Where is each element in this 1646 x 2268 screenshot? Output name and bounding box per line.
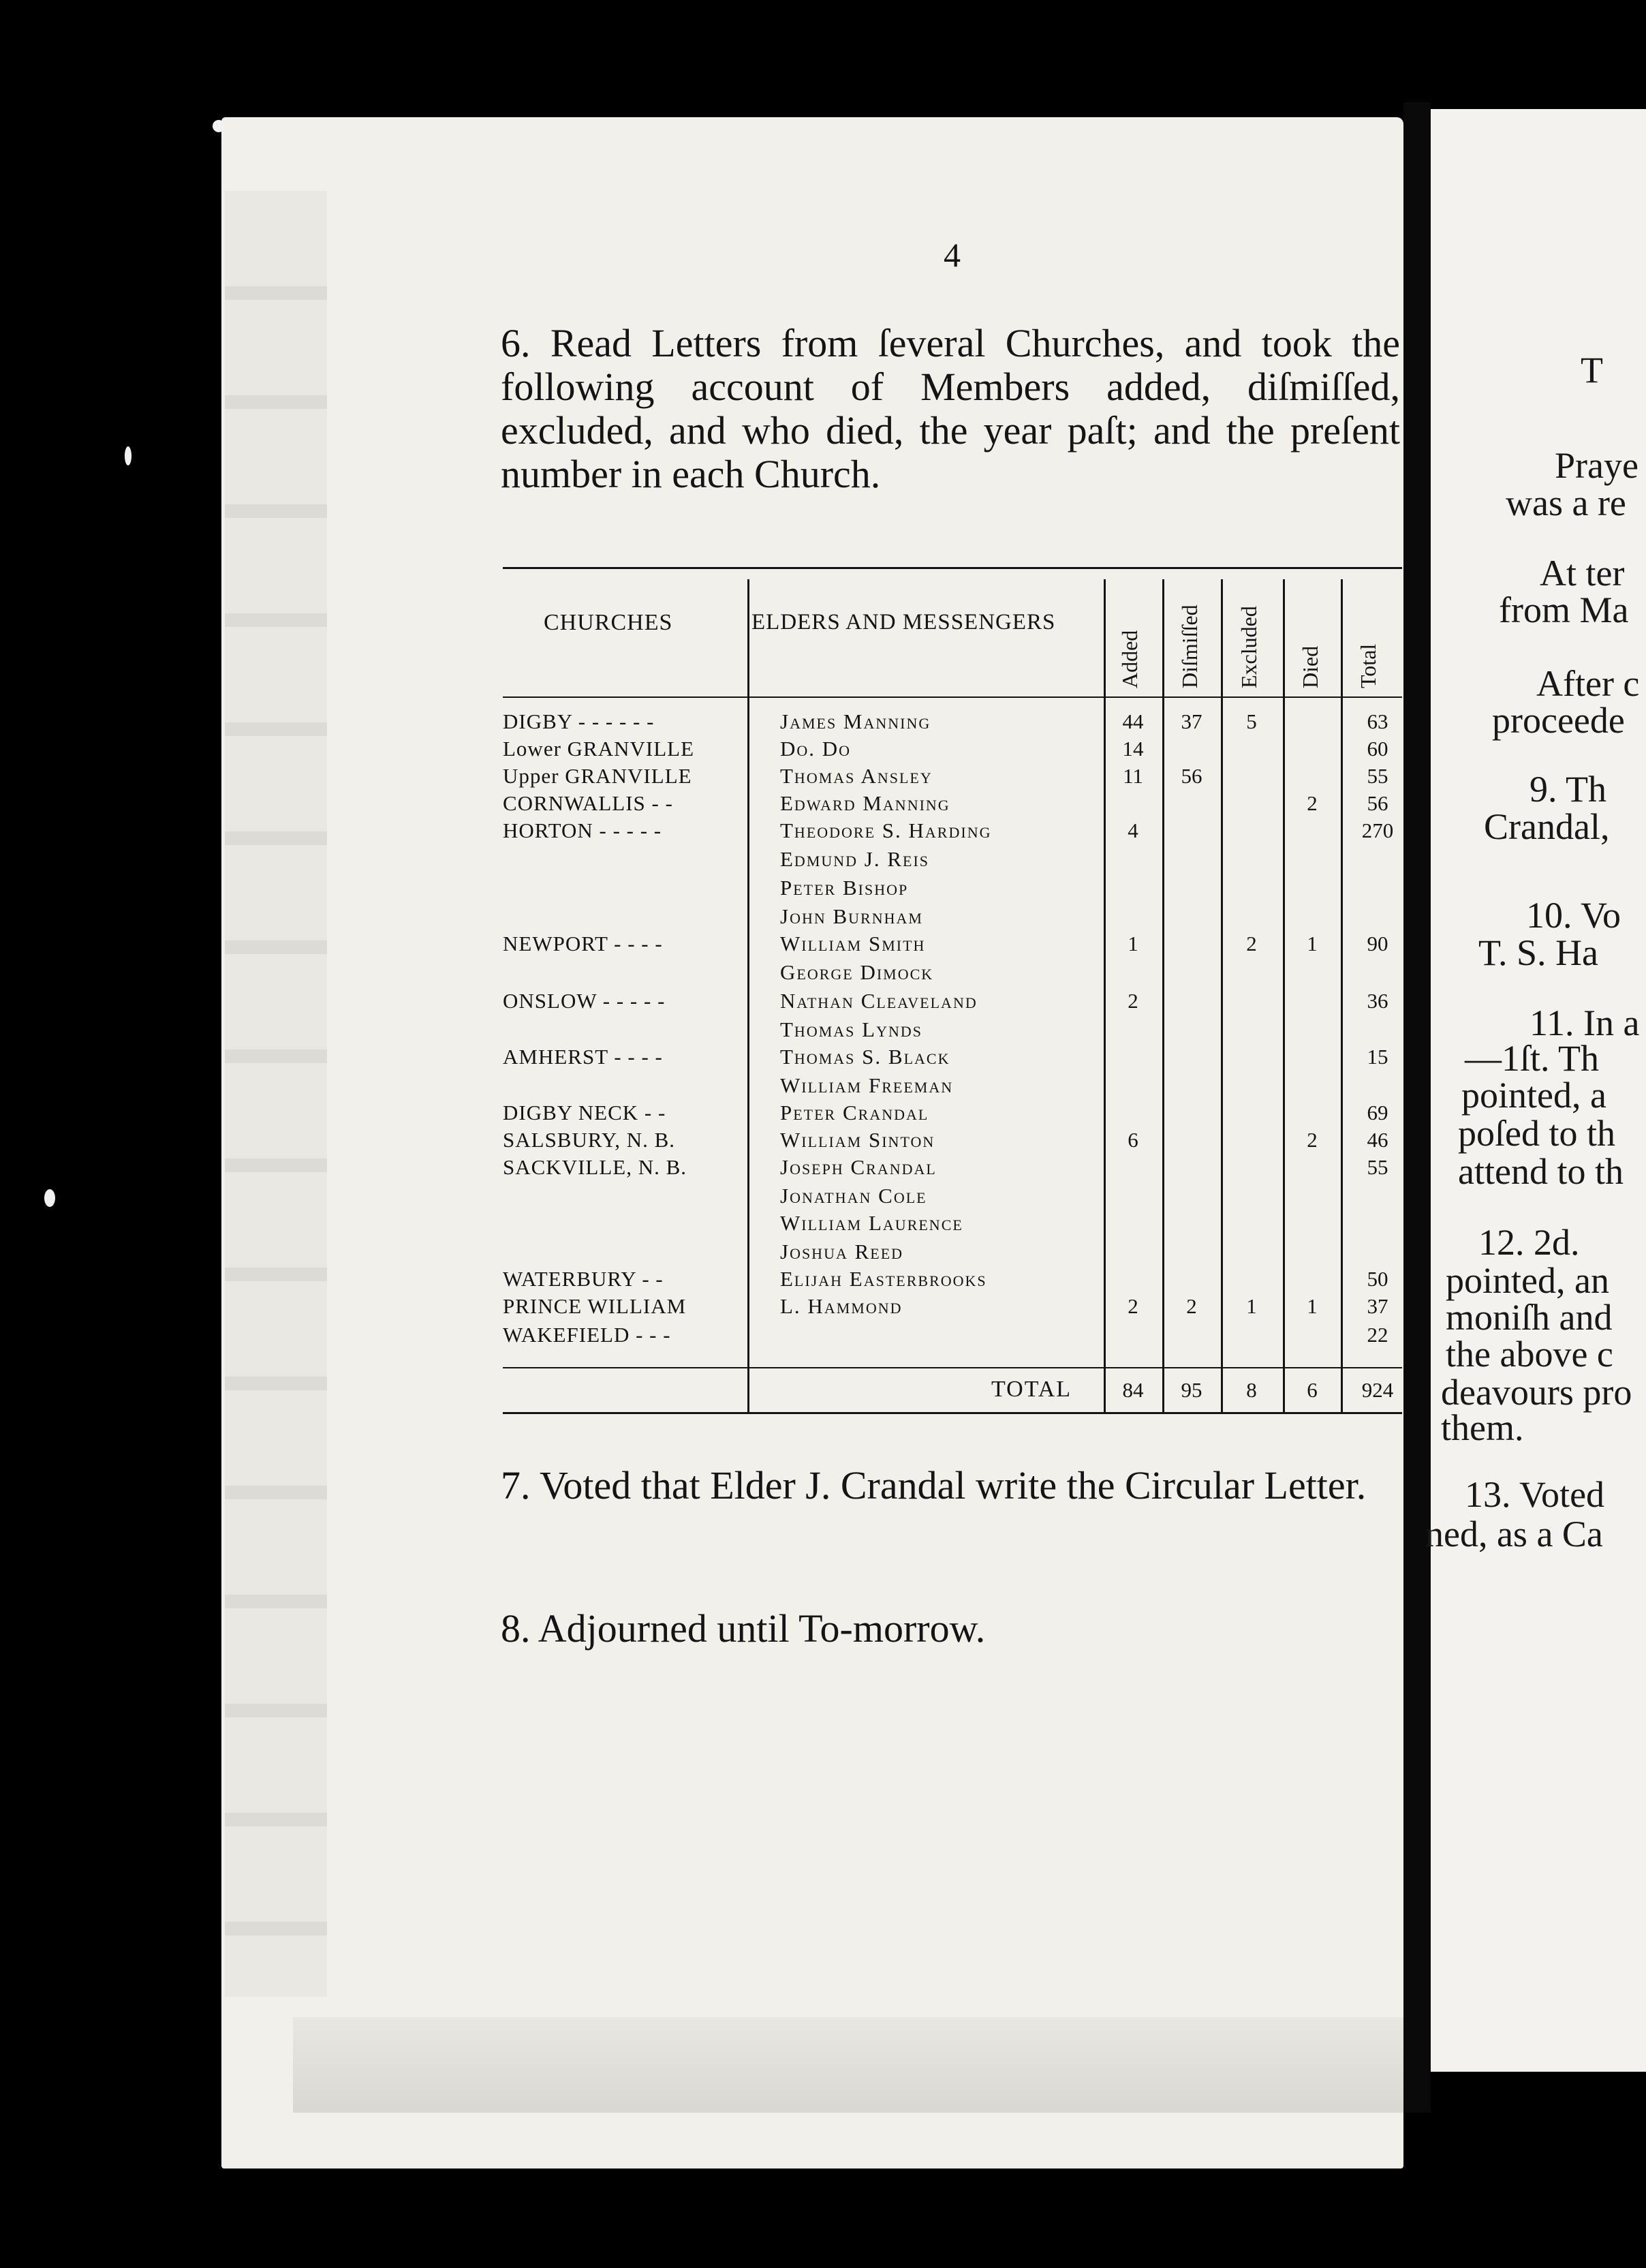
count-total: 15 [1367,1045,1388,1069]
elder-name: Elijah Easterbrooks [780,1267,987,1291]
church-name: CORNWALLIS - - [503,791,673,815]
total-total: 924 [1361,1378,1394,1402]
elder-name: Edward Manning [780,791,950,815]
facing-page-line: poſed to th [1458,1113,1615,1154]
facing-page-line: T [1581,350,1603,390]
column-divider [1341,579,1343,1412]
facing-page-line: 12. 2d. [1478,1222,1580,1263]
count-total: 69 [1367,1101,1388,1124]
count-total: 90 [1367,932,1388,955]
church-name: Upper GRANVILLE [503,764,692,788]
facing-page-line: from Ma [1499,589,1629,630]
count-dismissed: 37 [1181,709,1202,733]
facing-page-line: After c [1536,663,1640,704]
count-total: 270 [1361,818,1394,842]
count-added: 11 [1123,764,1143,788]
elder-name: George Dimock [780,960,934,984]
column-divider [1283,579,1285,1412]
count-died: 1 [1307,932,1318,955]
facing-page-line: 10. Vo [1526,895,1621,936]
facing-page-line: them. [1441,1407,1524,1448]
column-divider [1221,579,1223,1412]
church-name: HORTON - - - - - [503,818,662,842]
paragraph-6: 6. Read Letters from ſeveral Churches, and took the following account of Members added, diſmiſſed, excluded, and who died, the year paſt; and the preſent number in each Church. [501,321,1400,496]
facing-page-line: Praye [1555,445,1639,486]
paragraph-8: 8. Adjourned until To-morrow. [501,1606,986,1651]
church-name: WAKEFIELD - - - [503,1323,671,1347]
elder-name: L. Hammond [780,1294,903,1318]
facing-page-line: 13. Voted [1465,1474,1605,1515]
elder-name: William Freeman [780,1073,954,1097]
church-name: SALSBURY, N. B. [503,1128,676,1152]
elder-name: Do. Do [780,737,852,761]
header-excluded: Excluded [1237,606,1261,688]
paragraph-7: 7. Voted that Elder J. Crandal write the Circular Letter. [501,1463,1367,1507]
count-added: 1 [1128,932,1138,955]
church-name: AMHERST - - - - [503,1045,663,1069]
count-total: 55 [1367,764,1388,788]
page-edge [225,191,327,1997]
facing-page-line: proceede [1492,700,1625,741]
count-total: 63 [1367,709,1388,733]
elder-name: James Manning [780,709,931,733]
count-total: 36 [1367,989,1388,1013]
facing-page-line: pointed, a [1461,1075,1606,1116]
elder-name: William Laurence [780,1211,963,1235]
facing-page-line: moniſh and [1446,1297,1613,1338]
count-died: 1 [1307,1294,1318,1318]
count-total: 60 [1367,737,1388,761]
table-bottom-rule [503,1412,1402,1414]
film-speck [44,1189,55,1207]
total-dismissed: 95 [1181,1378,1202,1402]
elder-name: Thomas S. Black [780,1045,950,1069]
facing-page-line: ned, as a Ca [1425,1514,1603,1554]
table-total-rule [503,1367,1402,1368]
header-dismissed: Diſmiſſed [1177,604,1202,688]
elder-name: Joseph Crandal [780,1155,937,1179]
church-name: DIGBY NECK - - [503,1101,666,1124]
column-divider [1104,579,1106,1412]
book-gutter [1403,102,1431,2113]
film-speck [125,446,131,465]
facing-page-line: At ter [1540,553,1625,594]
elder-name: William Sinton [780,1128,935,1152]
count-total: 46 [1367,1128,1388,1152]
church-name: WATERBURY - - [503,1267,664,1291]
facing-page-line: 11. In a [1529,1002,1640,1043]
header-died: Died [1298,645,1322,688]
elder-name: Peter Crandal [780,1101,929,1124]
count-added: 14 [1122,737,1144,761]
header-added: Added [1117,630,1142,688]
count-total: 50 [1367,1267,1388,1291]
header-total: Total [1356,643,1380,688]
count-died: 2 [1307,1128,1318,1152]
count-added: 6 [1128,1128,1138,1152]
count-excluded: 5 [1246,709,1257,733]
count-dismissed: 2 [1186,1294,1197,1318]
count-total: 37 [1367,1294,1388,1318]
elder-name: Joshua Reed [780,1240,904,1263]
count-added: 44 [1122,709,1144,733]
count-dismissed: 56 [1181,764,1202,788]
elder-name: John Burnham [780,904,923,928]
film-speck [213,120,225,132]
elder-name: Thomas Lynds [780,1017,922,1041]
church-name: ONSLOW - - - - - [503,989,666,1013]
elder-name: Theodore S. Harding [780,818,992,842]
elder-name: Nathan Cleaveland [780,989,978,1013]
facing-page-line: —1ſt. Th [1465,1038,1600,1079]
facing-page-line: attend to th [1458,1151,1624,1192]
facing-page-line: T. S. Ha [1478,932,1598,973]
elder-name: Edmund J. Reis [780,847,930,871]
elder-name: Jonathan Cole [780,1184,927,1208]
church-name: DIGBY - - - - - - [503,709,655,733]
church-name: Lower GRANVILLE [503,737,695,761]
church-name: PRINCE WILLIAM [503,1294,687,1318]
count-added: 2 [1128,989,1138,1013]
count-died: 2 [1307,791,1318,815]
table-top-rule [503,567,1402,569]
count-added: 4 [1128,818,1138,842]
elder-name: Peter Bishop [780,876,909,900]
header-elders: ELDERS AND MESSENGERS [751,610,1056,634]
count-total: 55 [1367,1155,1388,1179]
column-divider [1162,579,1164,1412]
table-header-rule [503,696,1402,698]
count-excluded: 1 [1246,1294,1257,1318]
page-bottom-edge [293,2017,1403,2113]
church-name: NEWPORT - - - - [503,932,663,955]
total-label: TOTAL [991,1377,1072,1402]
page-number: 4 [944,236,961,274]
church-name: SACKVILLE, N. B. [503,1155,687,1179]
elder-name: William Smith [780,932,926,955]
count-excluded: 2 [1246,932,1257,955]
count-total: 22 [1367,1323,1388,1347]
total-died: 6 [1307,1378,1318,1402]
facing-page-line: was a re [1506,482,1626,523]
count-total: 56 [1367,791,1388,815]
total-added: 84 [1122,1378,1144,1402]
column-divider [747,579,749,1412]
count-added: 2 [1128,1294,1138,1318]
facing-page-line: Crandal, [1484,806,1610,847]
facing-page-line: deavours pro [1441,1372,1632,1413]
facing-page-line: 9. Th [1529,769,1607,810]
facing-page-line: the above c [1446,1334,1613,1375]
header-churches: CHURCHES [544,610,673,635]
elder-name: Thomas Ansley [780,764,933,788]
facing-page-line: pointed, an [1446,1260,1609,1301]
total-excluded: 8 [1246,1378,1257,1402]
